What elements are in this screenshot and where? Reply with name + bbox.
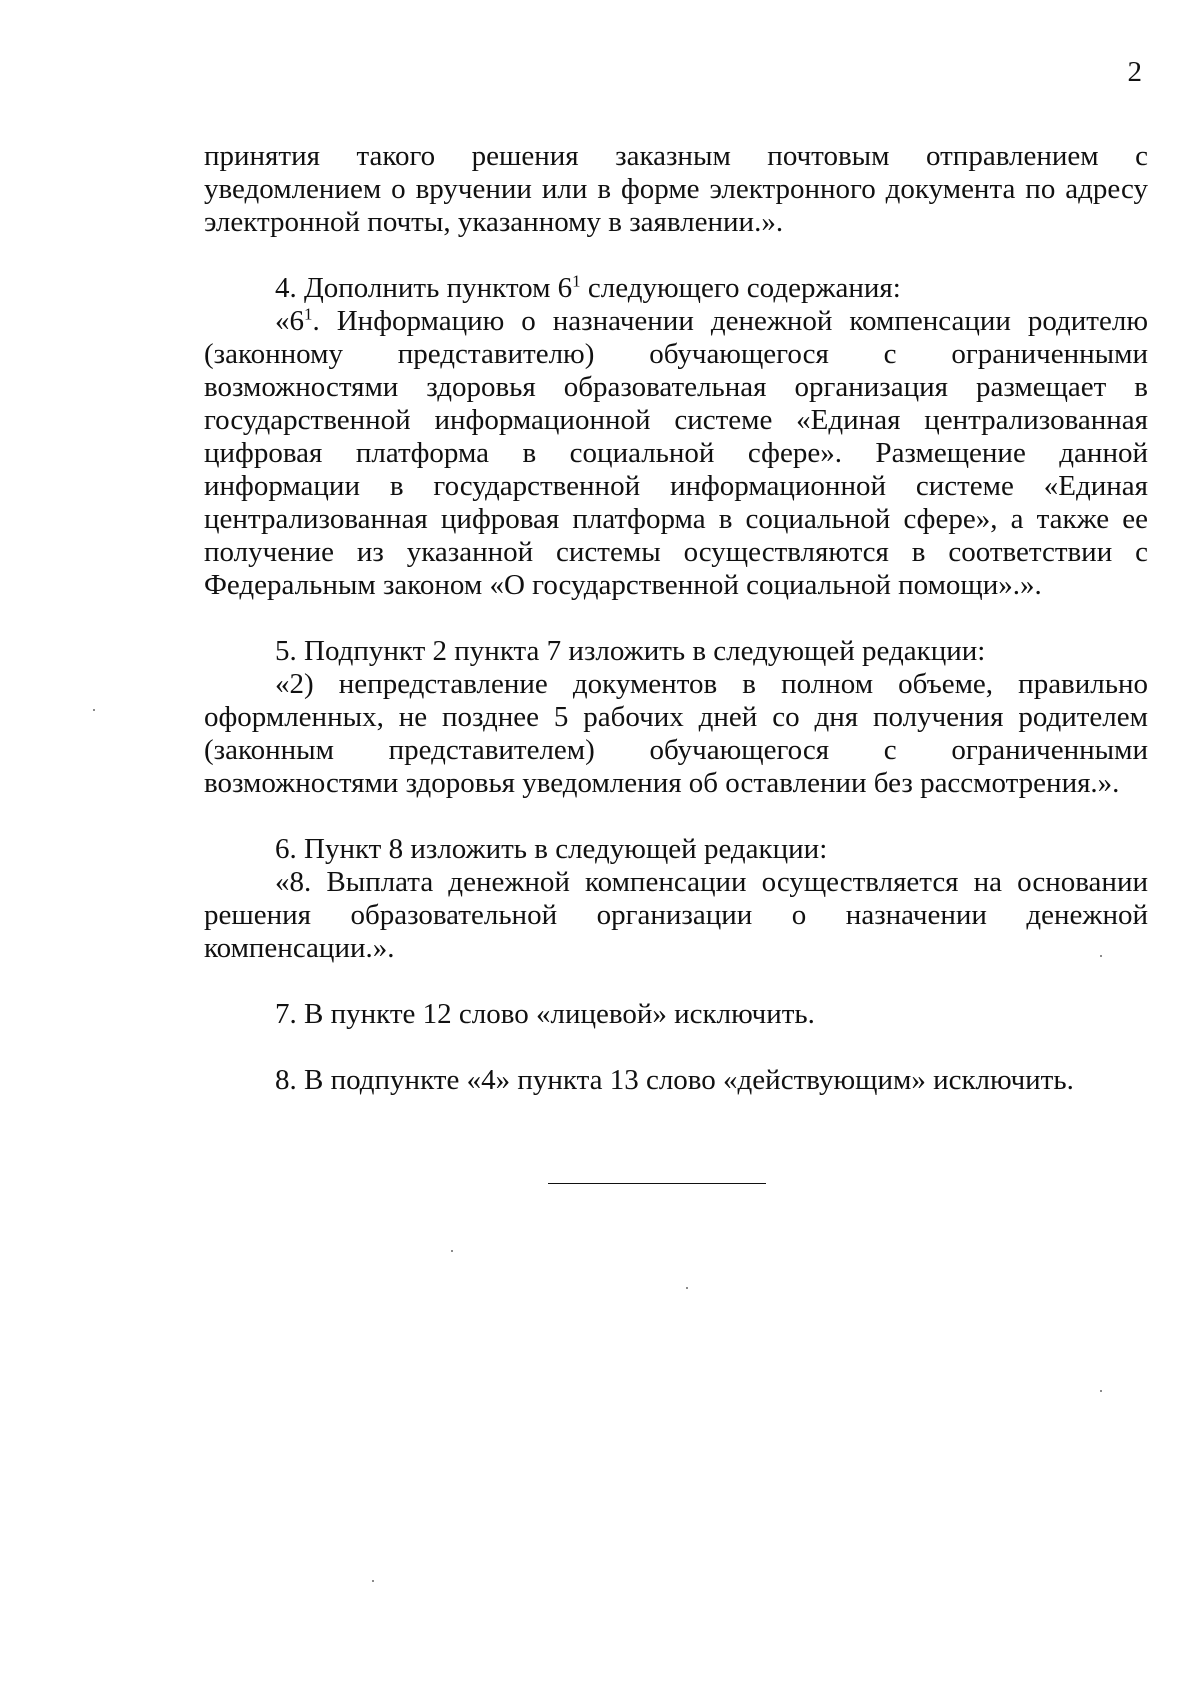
scan-speck [686, 1287, 688, 1289]
item-8-text: 8. В подпункте «4» пункта 13 слово «действующим» исключить. [275, 1064, 1074, 1096]
item-4-quote [204, 305, 1148, 602]
scan-speck [93, 709, 95, 711]
item-4-quote-text: . Информацию о назначении денежной компенсации родителю (законному представителю) обучающегося с ограниченными возможностями здоровья образовательная организация размещает в государственной информационной системе «Единая централизованная цифровая платформа в социальной сфере». Размещение данной информации в государственной информационной системе «Единая централизованная цифровая платформа в социальной сфере», а также ее получение из указанной системы осуществляются в соответствии с Федеральным законом «О государственной социальной помощи».». [204, 305, 1148, 601]
scan-speck [1100, 955, 1102, 957]
item-6-quote: «8. Выплата денежной компенсации осуществляется на основании решения образовательной организации о назначении денежной компенсации.». [204, 866, 1148, 964]
scan-speck [451, 1250, 453, 1252]
intro-paragraph: принятия такого решения заказным почтовым отправлением с уведомлением о вручении или в форме электронного документа по адресу электронной почты, указанному в заявлении.». [204, 140, 1148, 238]
item-6-heading: 6. Пункт 8 изложить в следующей редакции: [275, 833, 828, 865]
page-number: 2 [1127, 56, 1142, 88]
item-4-heading-text: 4. Дополнить пунктом 6 [275, 272, 573, 304]
item-5-quote: «2) непредставление документов в полном объеме, правильно оформленных, не позднее 5 рабочих дней со дня получения родителем (законным представителем) обучающегося с ограниченными возможностями здоровья уведомления об оставлении без рассмотрения.». [204, 668, 1148, 799]
end-of-text-rule [548, 1183, 766, 1184]
item-4-heading [204, 272, 1148, 305]
item-4-heading-text-end: следующего содержания: [580, 272, 901, 304]
item-4-heading-superscript: 1 [572, 271, 581, 291]
document-body [204, 140, 1148, 1097]
scan-speck [372, 1580, 374, 1582]
item-7-text: 7. В пункте 12 слово «лицевой» исключить. [275, 998, 815, 1030]
item-4-quote-start: «6 [275, 305, 304, 337]
item-4-quote-superscript: 1 [304, 304, 313, 324]
scan-speck [1100, 1390, 1102, 1392]
item-5-heading: 5. Подпункт 2 пункта 7 изложить в следующей редакции: [275, 635, 986, 667]
